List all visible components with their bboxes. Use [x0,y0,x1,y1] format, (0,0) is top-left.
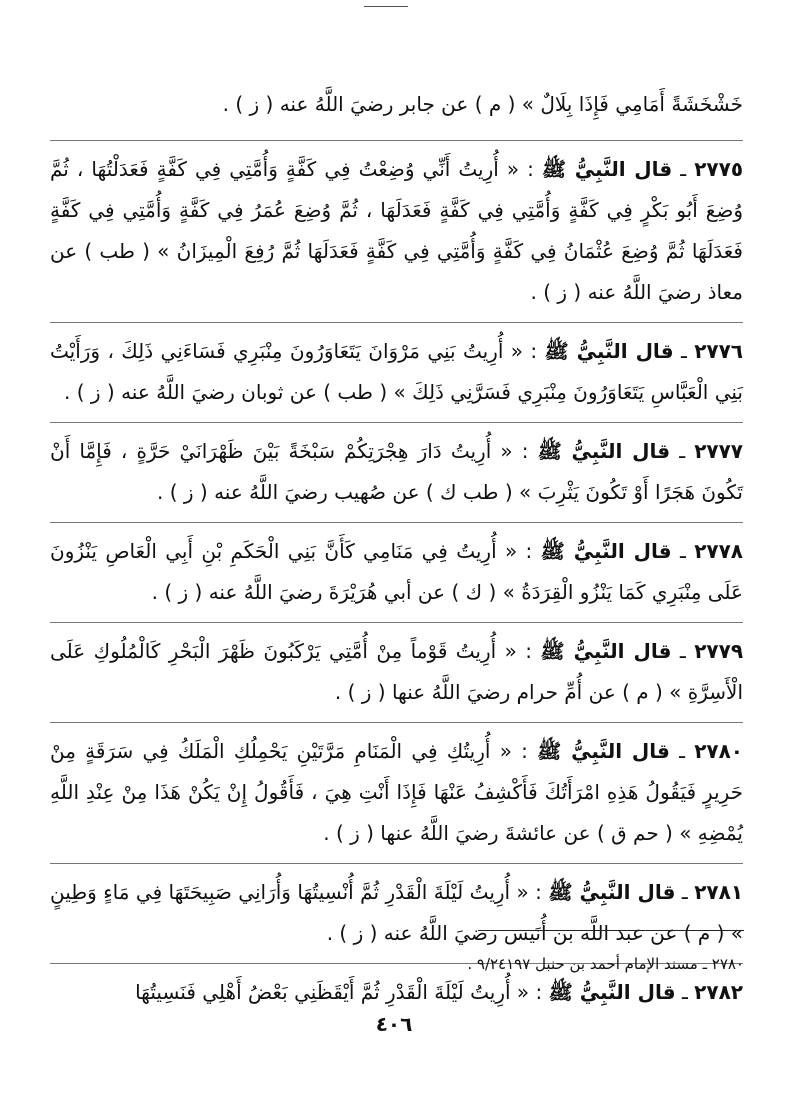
hadith-text: : « أُرِيتُ قَوْماً مِنْ أُمَّتِي يَرْكَبُونَ ظَهْرَ الْبَحْرِ كَالْمُلُوكِ عَلَى الْأَسِرَّةِ » ( م ) عن أُمِّ حرام رضيَ اللَّهُ عنها ( ز ) . [50,639,743,704]
hadith-number: ٢٧٧٥ [694,157,744,181]
hadith-text: : « أُرِيتُ أَنِّي وُضِعْتُ فِي كَفَّةٍ وَأُمَّتِي فِي كَفَّةٍ فَعَدَلْتُهَا ، ثُمَّ وُضِعَ أَبُو بَكْرٍ فِي كَفَّةٍ وَأُمَّتِي فِي كَفَّةٍ فَعَدَلَهَا ، ثُمَّ وُضِعَ عُمَرُ فِي كَفَّةٍ وَأُمَّتِي فِي كَفَّةٍ فَعَدَلَهَا ثُمَّ وُضِعَ عُثْمَانُ فِي كَفَّةٍ وَأُمَّتِي فِي كَفَّةٍ فَعَدَلَهَا ثُمَّ رُفِعَ الْمِيزَانُ » ( طب ) عن معاذ رضيَ اللَّهُ عنه ( ز ) . [50,157,743,304]
hadith-number: ٢٧٨٠ [694,739,744,763]
hadith-number: ٢٧٧٨ [694,539,744,563]
dash-separator: ـ [679,639,686,663]
hadith-entry-2777 [50,422,743,513]
dash-separator: ـ [680,157,687,181]
footnote-rule [478,930,744,931]
hadith-entry-2775 [50,140,743,313]
dash-separator: ـ [679,539,686,563]
dash-separator: ـ [681,880,688,904]
hadith-text: : « أُرِيتُ بَنِي مَرْوَانَ يَتَعَاوَرُونَ مِنْبَرِي فَسَاءَنِي ذَلِكَ ، وَرَأَيْتُ بَنِي الْعَبَّاسِ يَتَعَاوَرُونَ مِنْبَرِي فَسَرَّنِي ذَلِكَ » ( طب ) عن ثوبان رضيَ اللَّهُ عنه ( ز ) . [50,339,743,404]
hadith-attribution: قال النَّبِيُّ ﷺ [544,339,674,363]
hadith-number: ٢٧٨٢ [694,980,743,1004]
hadith-entry-2778 [50,522,743,613]
footnote: ٢٧٨٠ ـ مسند الإمام أحمد بن حنبل ٩/٢٤١٩٧ . [467,955,744,973]
hadith-text: : « أُرِيتُ فِي مَنَامِي كَأَنَّ بَنِي الْحَكَمِ بْنِ أَبِي الْعَاصِ يَنْزُونَ عَلَى مِنْبَرِي كَمَا يَنْزُو الْقِرَدَةُ » ( ك ) عن أبي هُرَيْرَةَ رضيَ اللَّهُ عنه ( ز ) . [50,539,743,604]
hadith-attribution: قال النَّبِيُّ ﷺ [541,157,673,181]
dash-separator: ـ [681,980,688,1004]
hadith-entry-2780 [50,722,743,854]
hadith-entry-2781 [50,863,743,954]
hadith-attribution: قال النَّبِيُّ ﷺ [548,980,676,1004]
hadith-entry-continuation [50,84,743,131]
dash-separator: ـ [679,739,685,763]
dash-separator: ـ [679,439,686,463]
dash-separator: ـ [680,339,687,363]
hadith-attribution: قال النَّبِيُّ ﷺ [537,439,671,463]
hadith-number: ٢٧٧٧ [694,439,744,463]
hadith-text: : « أُرِيتُ لَيْلَةَ الْقَدْرِ ثُمَّ أَيْقَظَنِي بَعْضُ أَهْلِي فَنَسِيتُهَا [135,980,543,1004]
hadith-text: : « أُرِيتُ دَارَ هِجْرَتِكُمْ سَبْخَةً بَيْنَ ظَهْرَانَيْ حَرَّةٍ ، فَإِمَّا أَنْ تَكُونَ هَجَرًا أَوْ تَكُونَ يَثْرِبَ » ( طب ك ) عن صُهيب رضيَ اللَّهُ عنه ( ز ) . [50,439,743,504]
hadith-number: ٢٧٨١ [694,880,744,904]
page-number: ٤٠٦ [375,1012,413,1036]
hadith-entry-2776 [50,322,743,413]
hadith-attribution: قال النَّبِيُّ ﷺ [537,739,670,763]
main-text [50,84,743,1013]
hadith-number: ٢٧٧٦ [694,339,744,363]
hadith-attribution: قال النَّبِيُّ ﷺ [540,539,672,563]
hadith-text: خَشْخَشَةً أَمَامِي فَإِذَا بِلَالٌ » ( م ) عن جابر رضيَ اللَّهُ عنه ( ز ) . [222,92,743,116]
hadith-text: : « أُرِيتُ لَيْلَةَ الْقَدْرِ ثُمَّ أُنْسِيتُهَا وَأُرَانِي صَبِيحَتَهَا فِي مَاءٍ وَطِينٍ » ( م ) عن عبد اللَّه بن أُنَيس رضيَ اللَّهُ عنه ( ز ) . [50,880,743,945]
top-rule [364,6,408,7]
hadith-number: ٢٧٧٩ [694,639,744,663]
hadith-attribution: قال النَّبِيُّ ﷺ [548,880,676,904]
hadith-attribution: قال النَّبِيُّ ﷺ [540,639,672,663]
hadith-text: : « أُرِيتُكِ فِي الْمَنَامِ مَرَّتَيْنِ يَحْمِلُكِ الْمَلَكُ فِي سَرَقَةٍ مِنْ حَرِيرٍ فَيَقُولُ هَذِهِ امْرَأَتُكَ فَأَكْشِفُ عَنْهَا فَإِذَا أَنْتِ هِيَ ، فَأَقُولُ إِنْ يَكُنْ هَذَا مِنْ عِنْدِ اللَّهِ يُمْضِهِ » ( حم ق ) عن عائشةَ رضيَ اللَّهُ عنها ( ز ) . [50,739,743,845]
hadith-entry-2779 [50,622,743,713]
